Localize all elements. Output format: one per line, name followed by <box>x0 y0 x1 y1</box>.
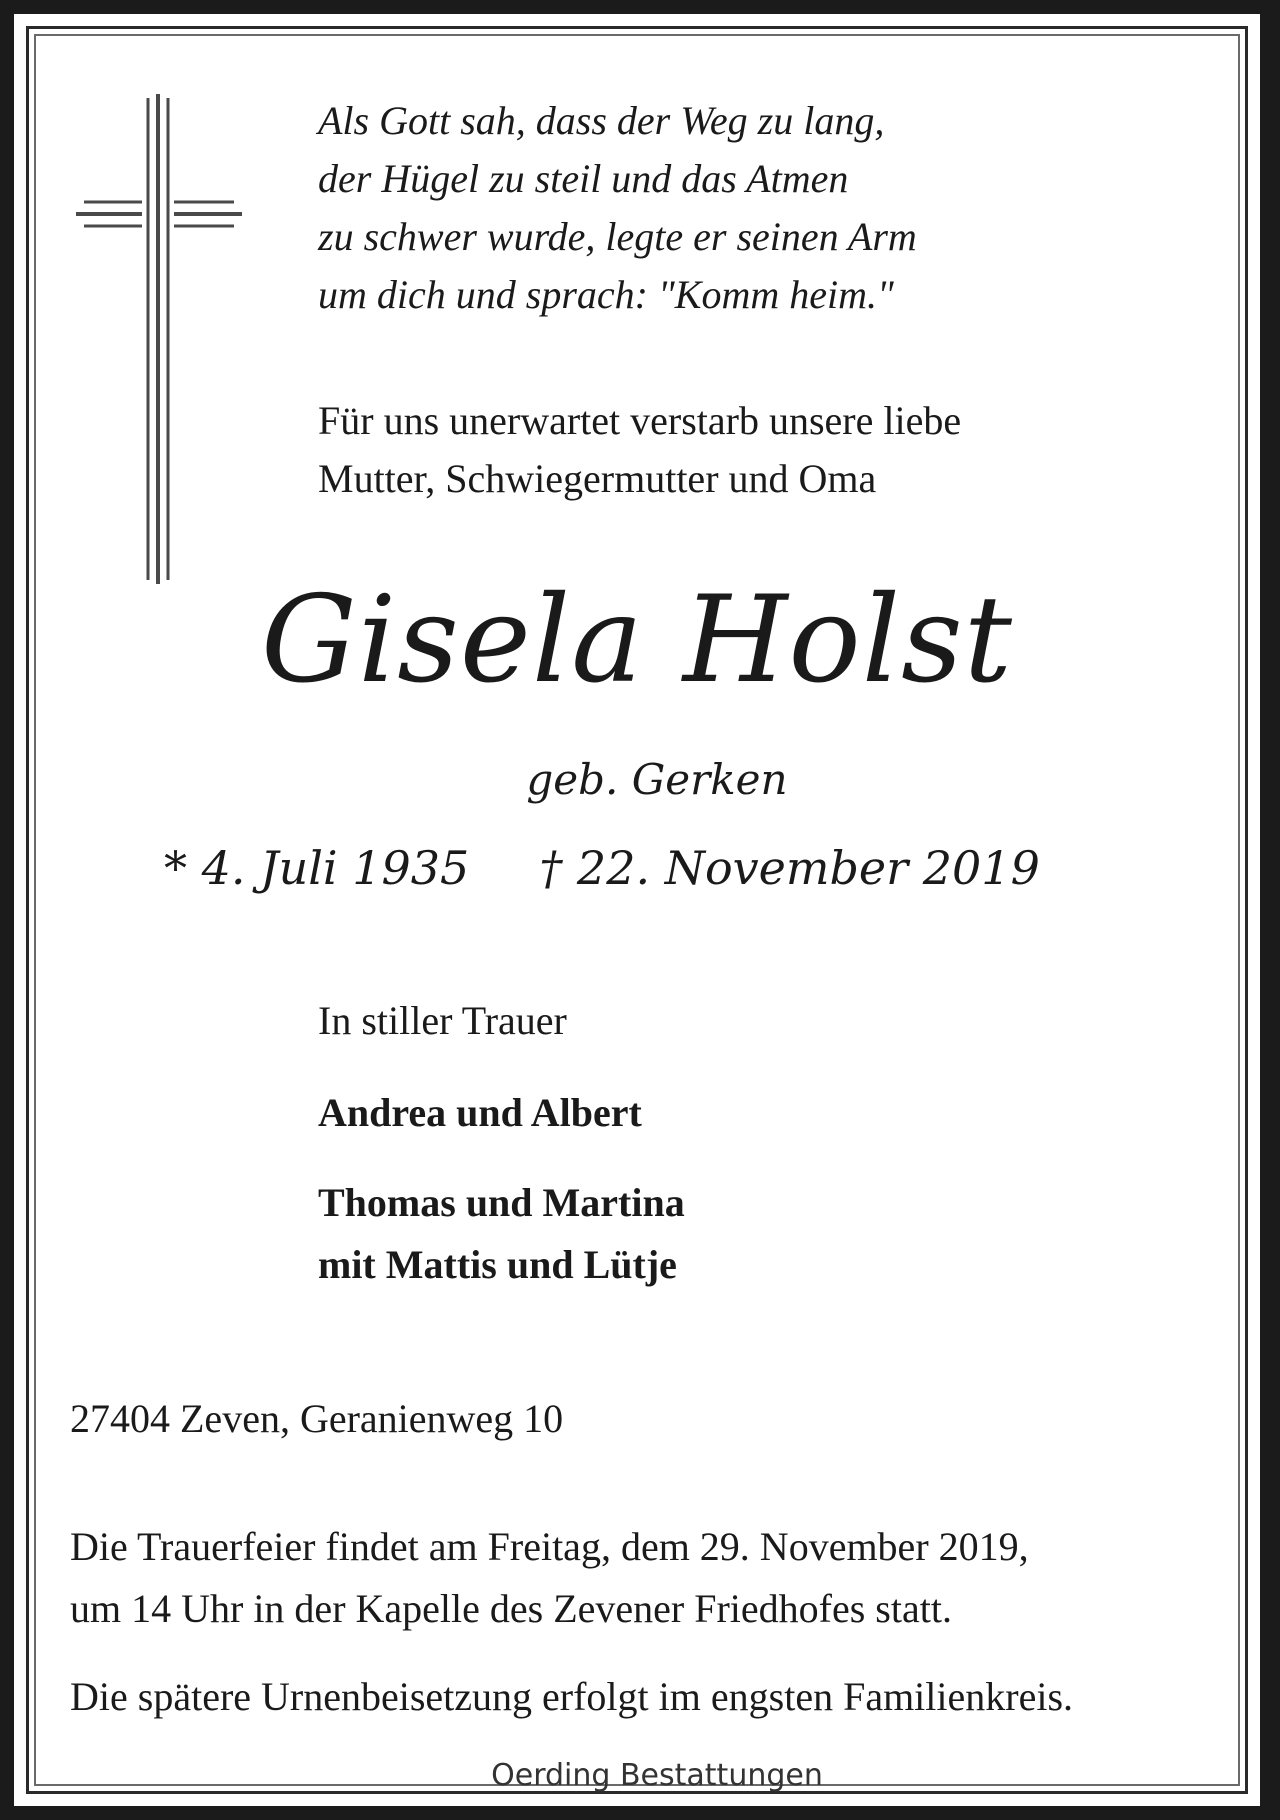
urn-note: Die spätere Urnenbeisetzung erfolgt im engsten Familienkreis. <box>70 1674 1074 1719</box>
intro-line: Für uns unerwartet verstarb unsere liebe <box>318 398 962 443</box>
family-group <box>318 1082 642 1144</box>
verse-line: der Hügel zu steil und das Atmen <box>318 156 849 201</box>
deceased-name: Gisela Holst <box>261 571 1013 710</box>
family-group <box>318 1172 685 1296</box>
verse-line: um dich und sprach: "Komm heim." <box>318 272 894 317</box>
family-line: Thomas und Martina <box>318 1180 685 1225</box>
family-line: Andrea und Albert <box>318 1090 642 1135</box>
intro-line: Mutter, Schwiegermutter und Oma <box>318 456 877 501</box>
service-line: um 14 Uhr in der Kapelle des Zevener Friedhofes statt. <box>70 1586 952 1631</box>
address: 27404 Zeven, Geranienweg 10 <box>70 1396 564 1441</box>
undertaker-name: Oerding Bestattungen <box>491 1758 823 1793</box>
obituary-notice <box>14 14 1260 1806</box>
life-dates <box>164 836 1040 900</box>
verse-line: Als Gott sah, dass der Weg zu lang, <box>318 98 885 143</box>
service-info <box>70 1516 1029 1640</box>
verse-line: zu schwer wurde, legte er seinen Arm <box>318 214 917 259</box>
cross-icon <box>70 94 250 584</box>
mourning-heading: In stiller Trauer <box>318 998 567 1043</box>
maiden-name: geb. Gerken <box>526 755 788 804</box>
intro-text <box>318 392 961 508</box>
verse <box>318 92 917 324</box>
death-date: † 22. November 2019 <box>539 841 1040 895</box>
family-line: mit Mattis und Lütje <box>318 1242 677 1287</box>
birth-date: * 4. Juli 1935 <box>164 841 470 895</box>
service-line: Die Trauerfeier findet am Freitag, dem 29. November 2019, <box>70 1524 1029 1569</box>
